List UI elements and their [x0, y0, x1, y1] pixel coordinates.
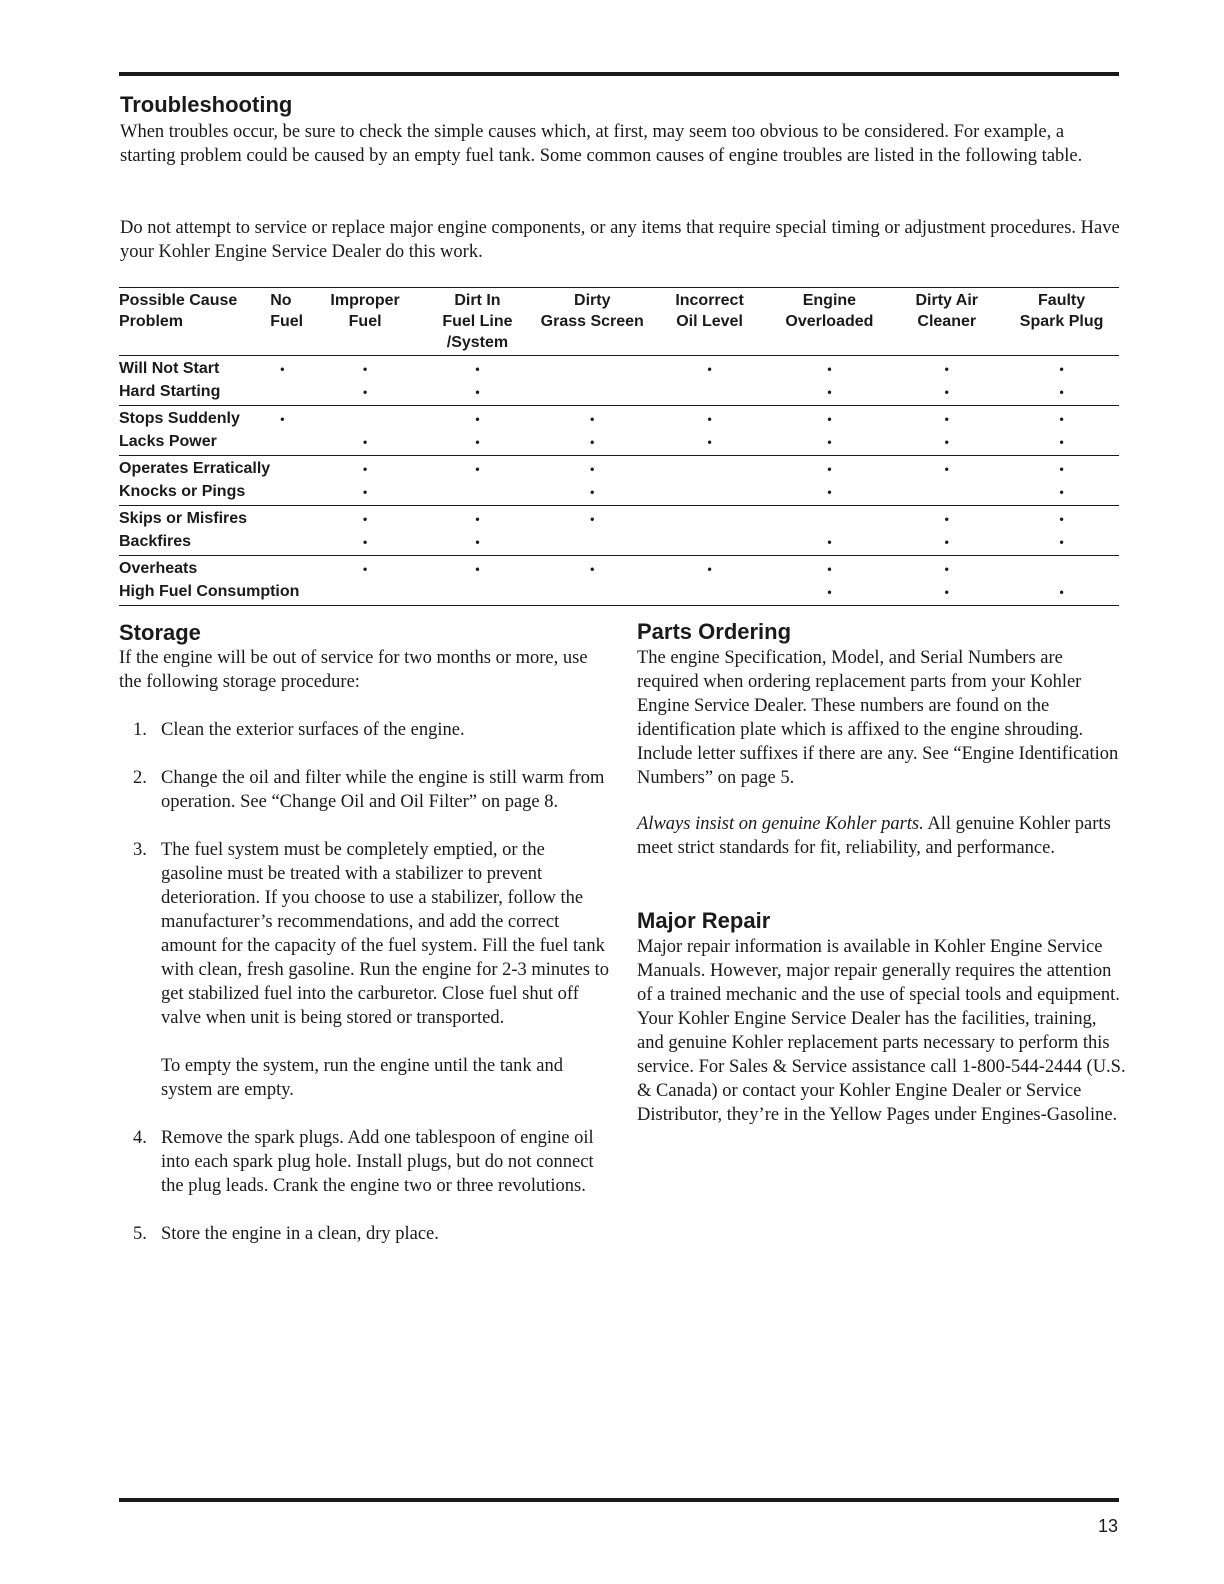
check-mark: • — [827, 362, 832, 376]
check-mark: • — [475, 384, 480, 399]
check-mark: • — [475, 362, 480, 376]
check-mark: • — [827, 534, 832, 549]
check-mark: • — [363, 512, 368, 526]
table-row — [119, 481, 1119, 506]
problem-label: Will Not Start — [119, 360, 220, 377]
check-mark: • — [1059, 434, 1064, 449]
check-mark: • — [944, 512, 949, 526]
check-mark: • — [363, 484, 368, 499]
check-mark: • — [827, 412, 832, 426]
step-subtext: To empty the system, run the engine until the tank and system are empty. — [161, 1056, 564, 1100]
step-number: 5. — [133, 1224, 147, 1244]
step-text: Change the oil and filter while the engine is still warm from operation. See “Change Oil and Oil Filter” on page 8. — [161, 768, 605, 812]
check-mark: • — [363, 434, 368, 449]
header-dirt-in-fuel-line: Dirt In Fuel Line /System — [442, 292, 513, 351]
check-mark: • — [944, 584, 949, 599]
table-row — [119, 406, 1119, 431]
storage-step — [119, 838, 609, 1102]
genuine-parts-emphasis: Always insist on genuine Kohler parts. — [637, 814, 924, 834]
check-mark: • — [1059, 384, 1064, 399]
table-header-row — [119, 288, 1119, 356]
check-mark: • — [827, 462, 832, 476]
step-number: 1. — [133, 720, 147, 740]
check-mark: • — [944, 434, 949, 449]
parts-ordering-text: The engine Specification, Model, and Serial Numbers are required when ordering replacement parts from your Kohler Engine Service Dealer. These numbers are found on the identification plate which is affixed to the engine shrouding. Include letter suffixes if there are any. See “Engine Identification Numbers” on page 5. — [637, 648, 1119, 788]
header-no-fuel: No Fuel — [270, 292, 304, 330]
check-mark: • — [1059, 484, 1064, 499]
check-mark: • — [707, 434, 712, 449]
storage-step — [119, 766, 609, 814]
page-number: 13 — [1097, 1516, 1118, 1536]
header-incorrect-oil-level: Incorrect Oil Level — [675, 292, 744, 330]
troubleshooting-table — [119, 287, 1119, 606]
problem-label: Lacks Power — [119, 432, 217, 450]
check-mark: • — [363, 362, 368, 376]
check-mark: • — [1059, 584, 1064, 599]
check-mark: • — [944, 462, 949, 476]
check-mark: • — [827, 562, 832, 576]
parts-ordering-heading: Parts Ordering — [637, 619, 792, 644]
storage-intro: If the engine will be out of service for two months or more, use the following storage procedure: — [119, 648, 588, 692]
problem-label: Backfires — [119, 532, 192, 550]
storage-steps — [119, 718, 609, 1270]
header-improper-fuel: Improper Fuel — [330, 292, 400, 330]
table-row — [119, 506, 1119, 531]
table-row — [119, 431, 1119, 456]
table-row — [119, 356, 1119, 381]
parts-ordering-genuine — [637, 812, 1123, 860]
major-repair-heading: Major Repair — [637, 908, 771, 933]
troubleshooting-warning: Do not attempt to service or replace major engine components, or any items that require special timing or adjustment procedures. Have your Kohler Engine Service Dealer do this work. — [120, 218, 1120, 262]
check-mark: • — [944, 362, 949, 376]
bottom-rule — [119, 1498, 1119, 1502]
problem-label: High Fuel Consumption — [119, 582, 300, 600]
check-mark: • — [590, 512, 595, 526]
check-mark: • — [363, 384, 368, 399]
check-mark: • — [280, 412, 285, 426]
problem-label: Skips or Misfires — [119, 510, 248, 527]
storage-step — [119, 1126, 609, 1198]
check-mark: • — [1059, 412, 1064, 426]
check-mark: • — [475, 534, 480, 549]
storage-heading: Storage — [119, 620, 201, 645]
check-mark: • — [944, 562, 949, 576]
check-mark: • — [475, 512, 480, 526]
check-mark: • — [944, 384, 949, 399]
table-row — [119, 531, 1119, 556]
problem-label: Hard Starting — [119, 382, 221, 400]
step-number: 3. — [133, 840, 147, 860]
check-mark: • — [1059, 512, 1064, 526]
check-mark: • — [827, 384, 832, 399]
check-mark: • — [590, 462, 595, 476]
check-mark: • — [590, 484, 595, 499]
check-mark: • — [590, 412, 595, 426]
check-mark: • — [475, 434, 480, 449]
check-mark: • — [1059, 534, 1064, 549]
table-row — [119, 556, 1119, 581]
step-text: Remove the spark plugs. Add one tablespoon of engine oil into each spark plug hole. Install plugs, but do not connect the plug leads. Crank the engine two or three revolutions. — [161, 1128, 594, 1196]
table-row — [119, 581, 1119, 606]
problem-label: Operates Erratically — [119, 460, 271, 477]
check-mark: • — [944, 412, 949, 426]
check-mark: • — [1059, 462, 1064, 476]
top-rule — [119, 72, 1119, 76]
check-mark: • — [707, 362, 712, 376]
header-faulty-spark-plug: Faulty Spark Plug — [1019, 292, 1104, 330]
header-dirty-grass-screen: Dirty Grass Screen — [540, 292, 644, 330]
problem-label: Overheats — [119, 560, 198, 577]
step-text: Clean the exterior surfaces of the engine. — [161, 720, 465, 740]
step-text: The fuel system must be completely emptied, or the gasoline must be treated with a stabilizer to prevent deterioration. If you choose to use a stabilizer, follow the manufacturer’s recommendations, and add the correct amount for the capacity of the fuel system. Fill the fuel tank with clean, fresh gasoline. Run the engine for 2-3 minutes to get stabilized fuel into the carburetor. Close fuel shut off valve when unit is being stored or transported. — [161, 840, 610, 1028]
check-mark: • — [363, 462, 368, 476]
storage-step — [119, 1222, 609, 1246]
troubleshooting-heading: Troubleshooting — [120, 92, 293, 117]
header-engine-overloaded: Engine Overloaded — [785, 292, 874, 330]
header-dirty-air-cleaner: Dirty Air Cleaner — [915, 292, 979, 330]
problem-label: Stops Suddenly — [119, 410, 240, 427]
check-mark: • — [280, 362, 285, 376]
step-number: 4. — [133, 1128, 147, 1148]
genuine-parts-text: All genuine Kohler parts meet strict standards for fit, reliability, and performance. — [637, 814, 1111, 858]
check-mark: • — [590, 562, 595, 576]
table-row — [119, 456, 1119, 481]
check-mark: • — [363, 562, 368, 576]
step-number: 2. — [133, 768, 147, 788]
check-mark: • — [1059, 362, 1064, 376]
check-mark: • — [475, 412, 480, 426]
check-mark: • — [944, 534, 949, 549]
table-row — [119, 381, 1119, 406]
storage-step — [119, 718, 609, 742]
check-mark: • — [590, 434, 595, 449]
check-mark: • — [707, 412, 712, 426]
major-repair-text: Major repair information is available in Kohler Engine Service Manuals. However, major repair generally requires the attention of a trained mechanic and the use of special tools and equipment. Your Kohler Engine Service Dealer has the facilities, training, and genuine Kohler replacement parts necessary to perform this service. For Sales & Service assistance call 1-800-544-2444 (U.S. & Canada) or contact your Kohler Engine Dealer or Service Distributor, they’re in the Yellow Pages under Engines-Gasoline. — [637, 937, 1126, 1125]
check-mark: • — [707, 562, 712, 576]
header-possible-cause: Possible Cause Problem — [119, 292, 238, 330]
check-mark: • — [363, 534, 368, 549]
check-mark: • — [475, 462, 480, 476]
check-mark: • — [827, 484, 832, 499]
problem-label: Knocks or Pings — [119, 482, 246, 500]
step-text: Store the engine in a clean, dry place. — [161, 1224, 439, 1244]
check-mark: • — [827, 434, 832, 449]
check-mark: • — [827, 584, 832, 599]
check-mark: • — [475, 562, 480, 576]
troubleshooting-intro: When troubles occur, be sure to check the simple causes which, at first, may seem too obvious to be considered. For example, a starting problem could be caused by an empty fuel tank. Some common causes of engine troubles are listed in the following table. — [120, 122, 1083, 166]
